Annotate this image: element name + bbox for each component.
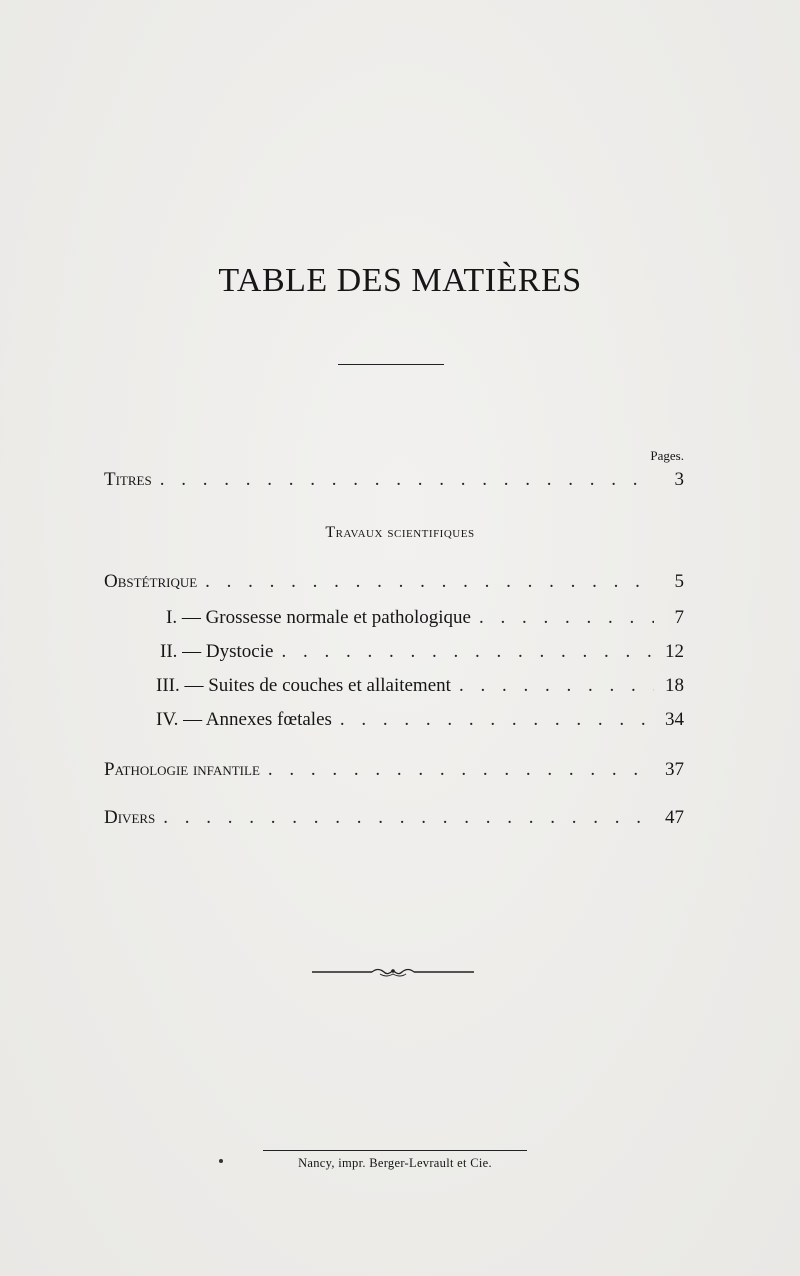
dot-leader	[281, 640, 654, 664]
pages-column-label: Pages.	[650, 448, 684, 463]
imprint-rule	[263, 1150, 527, 1151]
toc-subentry-suites-de-couches	[156, 674, 684, 698]
toc-entry-pathologie-infantile	[104, 758, 684, 782]
toc-entry-label: II. — Dystocie	[160, 641, 274, 662]
dot-leader	[268, 758, 654, 782]
dot-leader	[160, 468, 654, 492]
toc-entry-label: Titres	[104, 469, 152, 490]
toc-subentry-annexes-foetales	[156, 708, 684, 732]
toc-entry-label: III. — Suites de couches et allaitement	[156, 675, 451, 696]
toc-entry-page: 34	[665, 709, 684, 730]
toc-subentry-dystocie	[160, 640, 684, 664]
toc-entry-obstetrique	[104, 570, 684, 594]
toc-entry-page: 37	[665, 759, 684, 780]
toc-entry-page: 3	[674, 469, 684, 490]
toc-entry-label: Divers	[104, 807, 156, 828]
toc-entry-page: 7	[674, 607, 684, 628]
printer-imprint: Nancy, impr. Berger-Levrault et Cie.	[298, 1156, 492, 1170]
dot-leader	[459, 674, 654, 698]
toc-entry-label: I. — Grossesse normale et pathologique	[166, 607, 471, 628]
title-rule	[338, 364, 444, 365]
toc-entry-page: 47	[665, 807, 684, 828]
dot-leader	[205, 570, 654, 594]
dot-leader	[163, 806, 654, 830]
section-heading: Travaux scientifiques	[325, 524, 475, 541]
toc-entry-divers	[104, 806, 684, 830]
page-title: TABLE DES MATIÈRES	[218, 262, 582, 299]
toc-entry-label: Obstétrique	[104, 571, 198, 592]
ornament-divider	[310, 962, 476, 982]
toc-entry-page: 12	[665, 641, 684, 662]
dot-leader	[479, 606, 654, 630]
toc-entry-page: 18	[665, 675, 684, 696]
toc-subentry-grossesse	[166, 606, 684, 630]
toc-entry-label: IV. — Annexes fœtales	[156, 709, 332, 730]
toc-entry-page: 5	[674, 571, 684, 592]
toc-entry-titres	[104, 468, 684, 492]
toc-entry-label: Pathologie infantile	[104, 759, 260, 780]
dot-leader	[340, 708, 654, 732]
stray-mark	[219, 1159, 223, 1163]
